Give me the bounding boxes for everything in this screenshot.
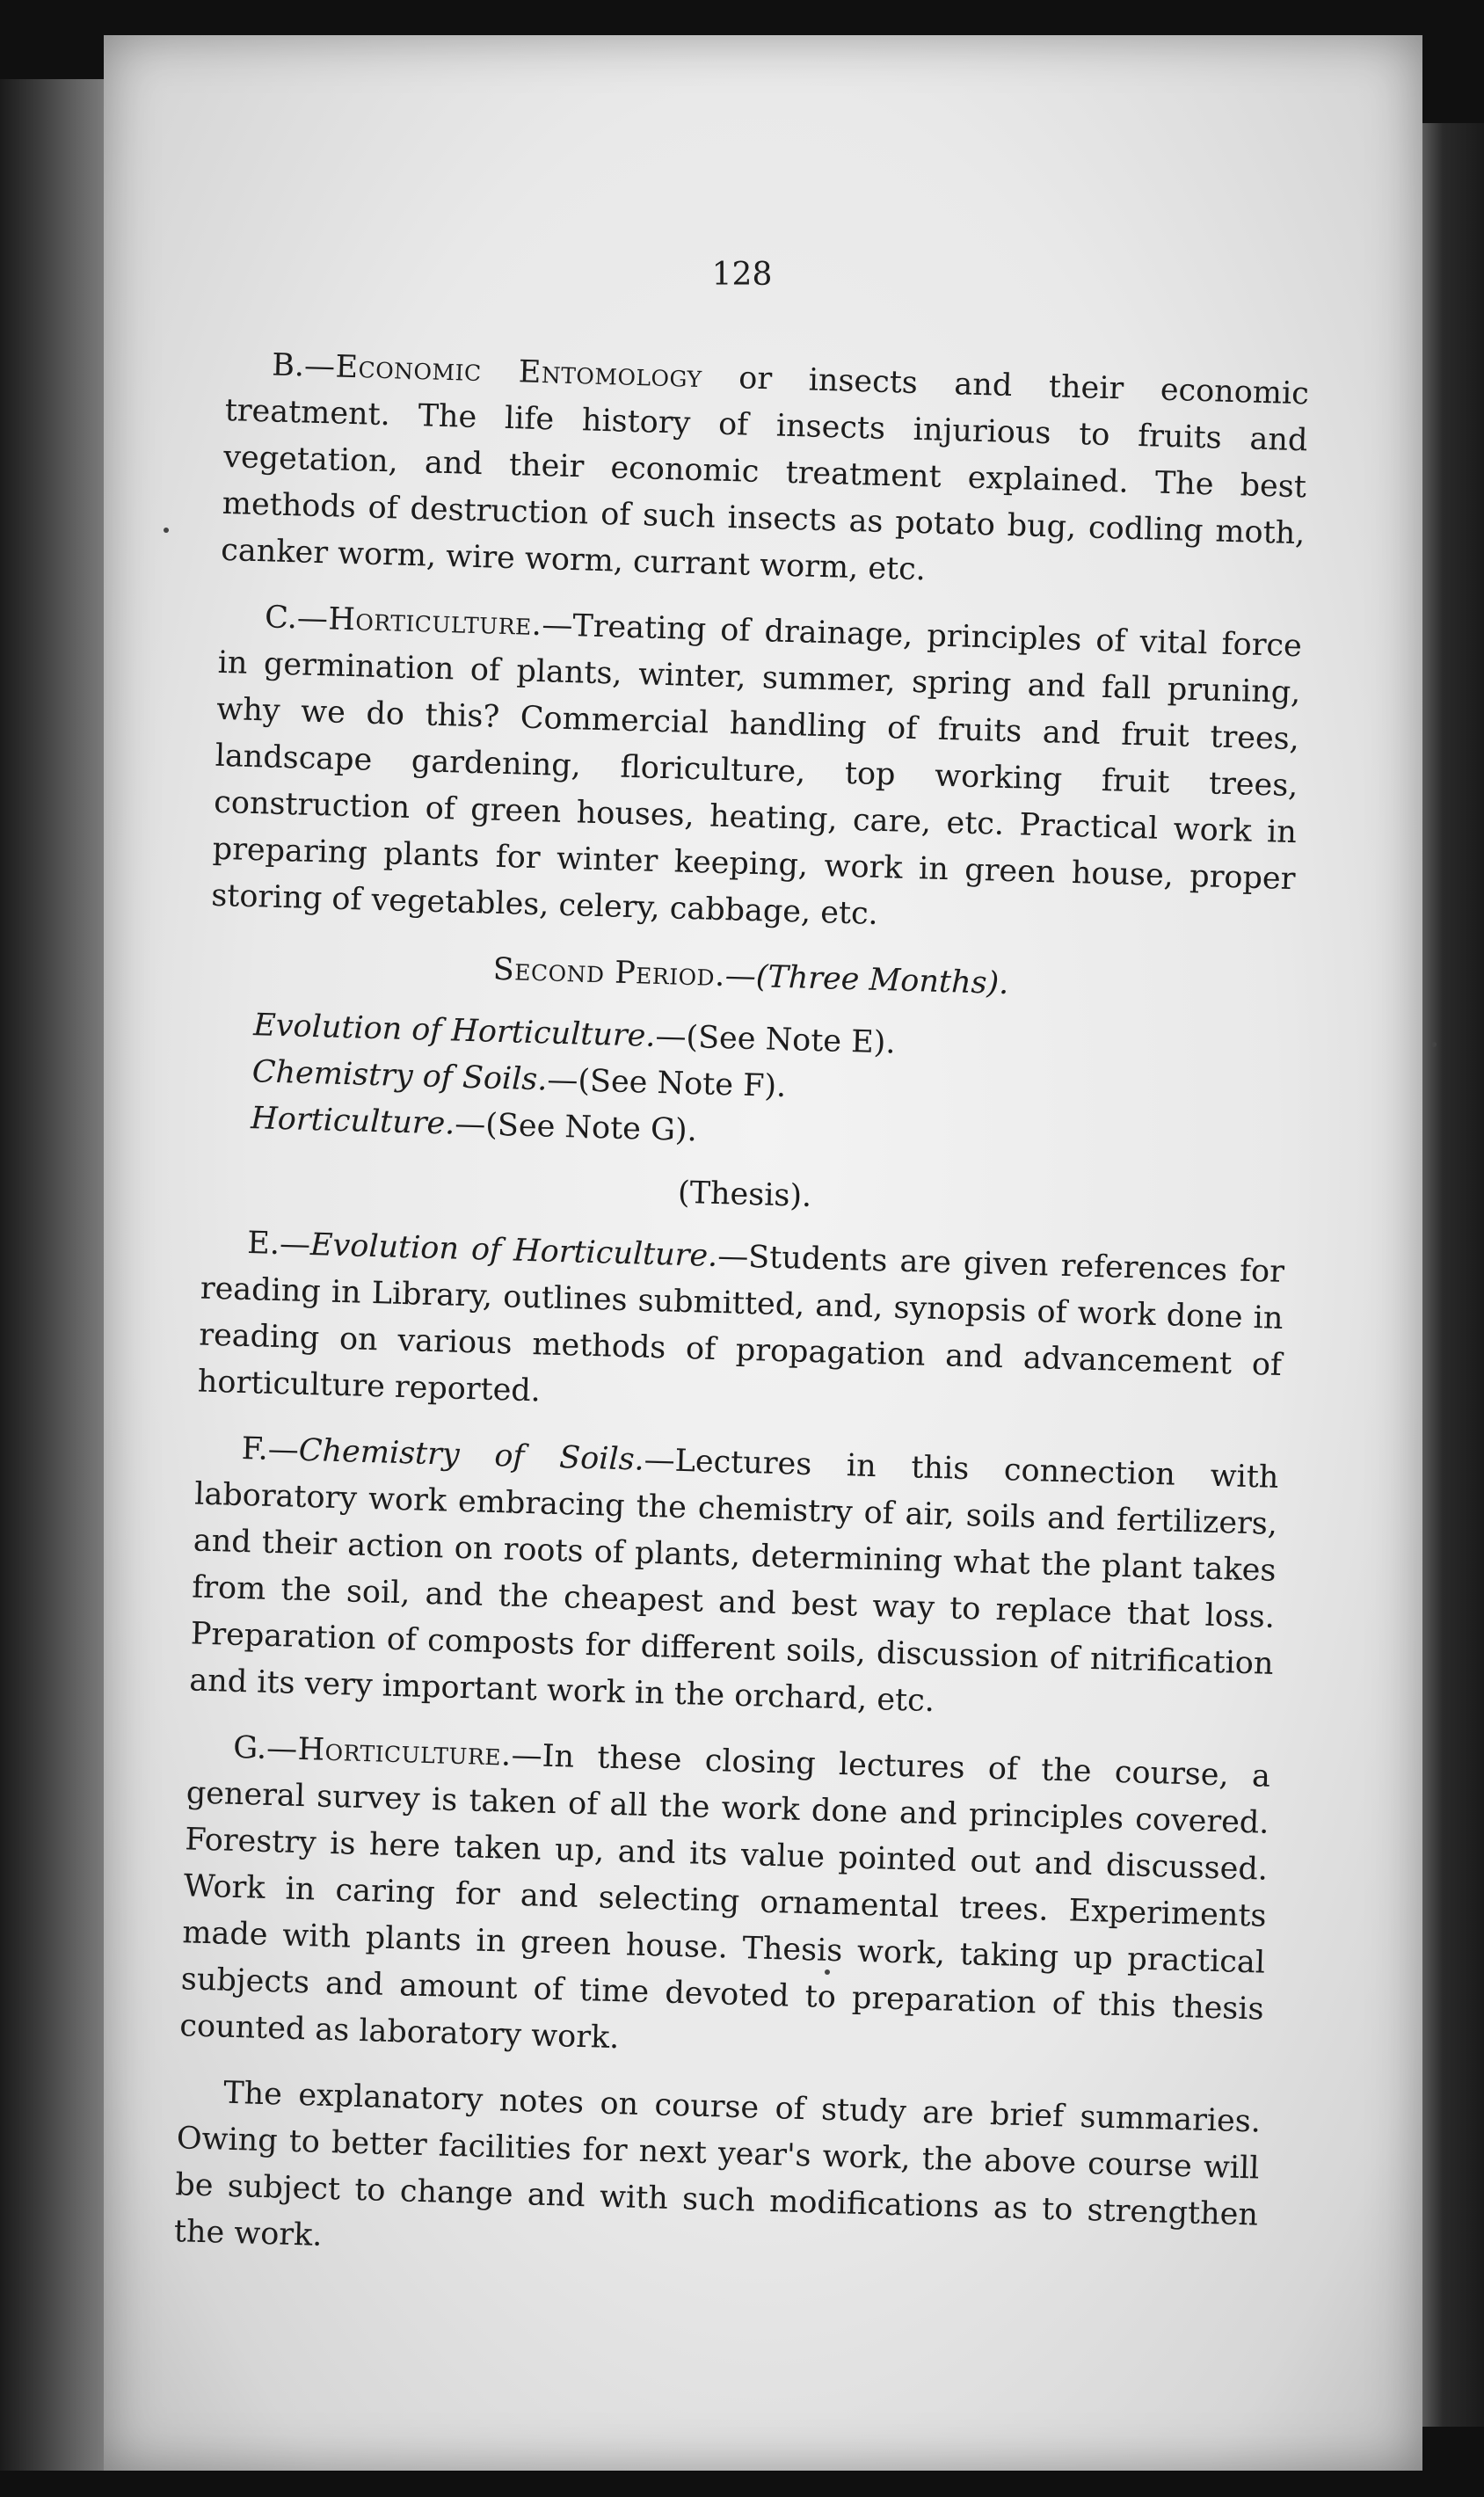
thesis-line: (Thesis). <box>677 1175 812 1214</box>
paragraph-note-e <box>197 1219 1284 1436</box>
section-c-label: C. <box>264 600 298 637</box>
ink-speck <box>164 528 169 533</box>
ink-speck <box>1431 1042 1437 1047</box>
section-b-label: B. <box>271 347 305 384</box>
second-period-heading <box>209 939 1293 1016</box>
note-g-text: —In these closing lectures of the course, a general survey is taken of all the work done and principles covered. Forestry is here taken up, and its value pointed out and discussed. Work in caring for and selecting ornamental trees. Experiments made with plants in green house. Thesis work, taking up practical subjects and amount of time devoted to preparation of this thesis counted as laboratory work. <box>178 1737 1271 2057</box>
note-e-label: E.— <box>246 1226 311 1263</box>
right-binding-edge <box>1415 123 1484 2427</box>
second-period-label: Second Period. <box>492 951 726 994</box>
paragraph-note-g <box>179 1723 1271 2079</box>
second-period-duration: —(Three Months). <box>724 958 1009 1002</box>
second-period-subjects <box>205 1001 1291 1171</box>
section-b-text: or insects and their economic treatment. The life history of insects injurious to fruits and vegetation, and their economic treatment explained. The best methods of destruction of such insects as potato bug, codling moth, canker worm, wire worm, currant worm, etc. <box>220 360 1310 588</box>
paragraph-note-f <box>189 1425 1279 1735</box>
note-g-title: —Horticulture. <box>266 1730 513 1773</box>
note-e-title: Evolution of Horticulture. <box>309 1227 718 1274</box>
paragraph-economic-entomology <box>221 341 1310 604</box>
page-body <box>173 341 1310 2305</box>
subject-note: —(See Note E). <box>654 1018 897 1061</box>
paragraph-closing-remarks: The explanatory notes on course of study are brief summaries. Owing to better facilities for next year's work, the above course will be subject to change and with such modifications as to strengthen the work. <box>173 2075 1262 2253</box>
section-c-text: —Treating of drainage, principles of vital force in germination of plants, winter, summer, spring and fall pruning, why we do this? Commercial handling of fruits and fruit trees, landscape gardening, floriculture, top working fruit trees, construction of green houses, heating, care, etc. Practical work in preparing plants for winter keeping, work in green house, proper storing of vegetables, celery, cabbage, etc. <box>210 608 1303 932</box>
note-f-label: F.— <box>241 1430 300 1468</box>
note-f-text: —Lectures in this connection with laboratory work embracing the chemistry of air, soils and fertilizers, and their action on roots of plants, determining what the plant takes from the soil, and the cheapest and best way to replace that loss. Preparation of composts for different soils, discussion of nitrification and its very important work in the orchard, etc. <box>188 1442 1279 1720</box>
note-e-text: —Students are given references for reading in Library, outlines submitted, and, synopsis of work done in reading on various methods of propagation and advancement of horticulture reported. <box>197 1239 1285 1409</box>
page-number: 128 <box>711 257 773 293</box>
note-f-title: Chemistry of Soils. <box>298 1432 645 1478</box>
paragraph-horticulture-c <box>211 593 1303 950</box>
left-binding-edge <box>0 79 104 2471</box>
subject-note: —(See Note F). <box>546 1062 787 1105</box>
subject-name: Chemistry of Soils. <box>251 1054 548 1098</box>
subject-name: Horticulture. <box>250 1101 455 1142</box>
section-b-title: —Economic Entomology <box>303 348 703 396</box>
note-g-label: G. <box>232 1729 267 1766</box>
subject-note: —(See Note G). <box>454 1106 698 1149</box>
subject-name: Evolution of Horticulture. <box>252 1008 657 1054</box>
section-c-title: —Horticulture. <box>296 601 543 644</box>
